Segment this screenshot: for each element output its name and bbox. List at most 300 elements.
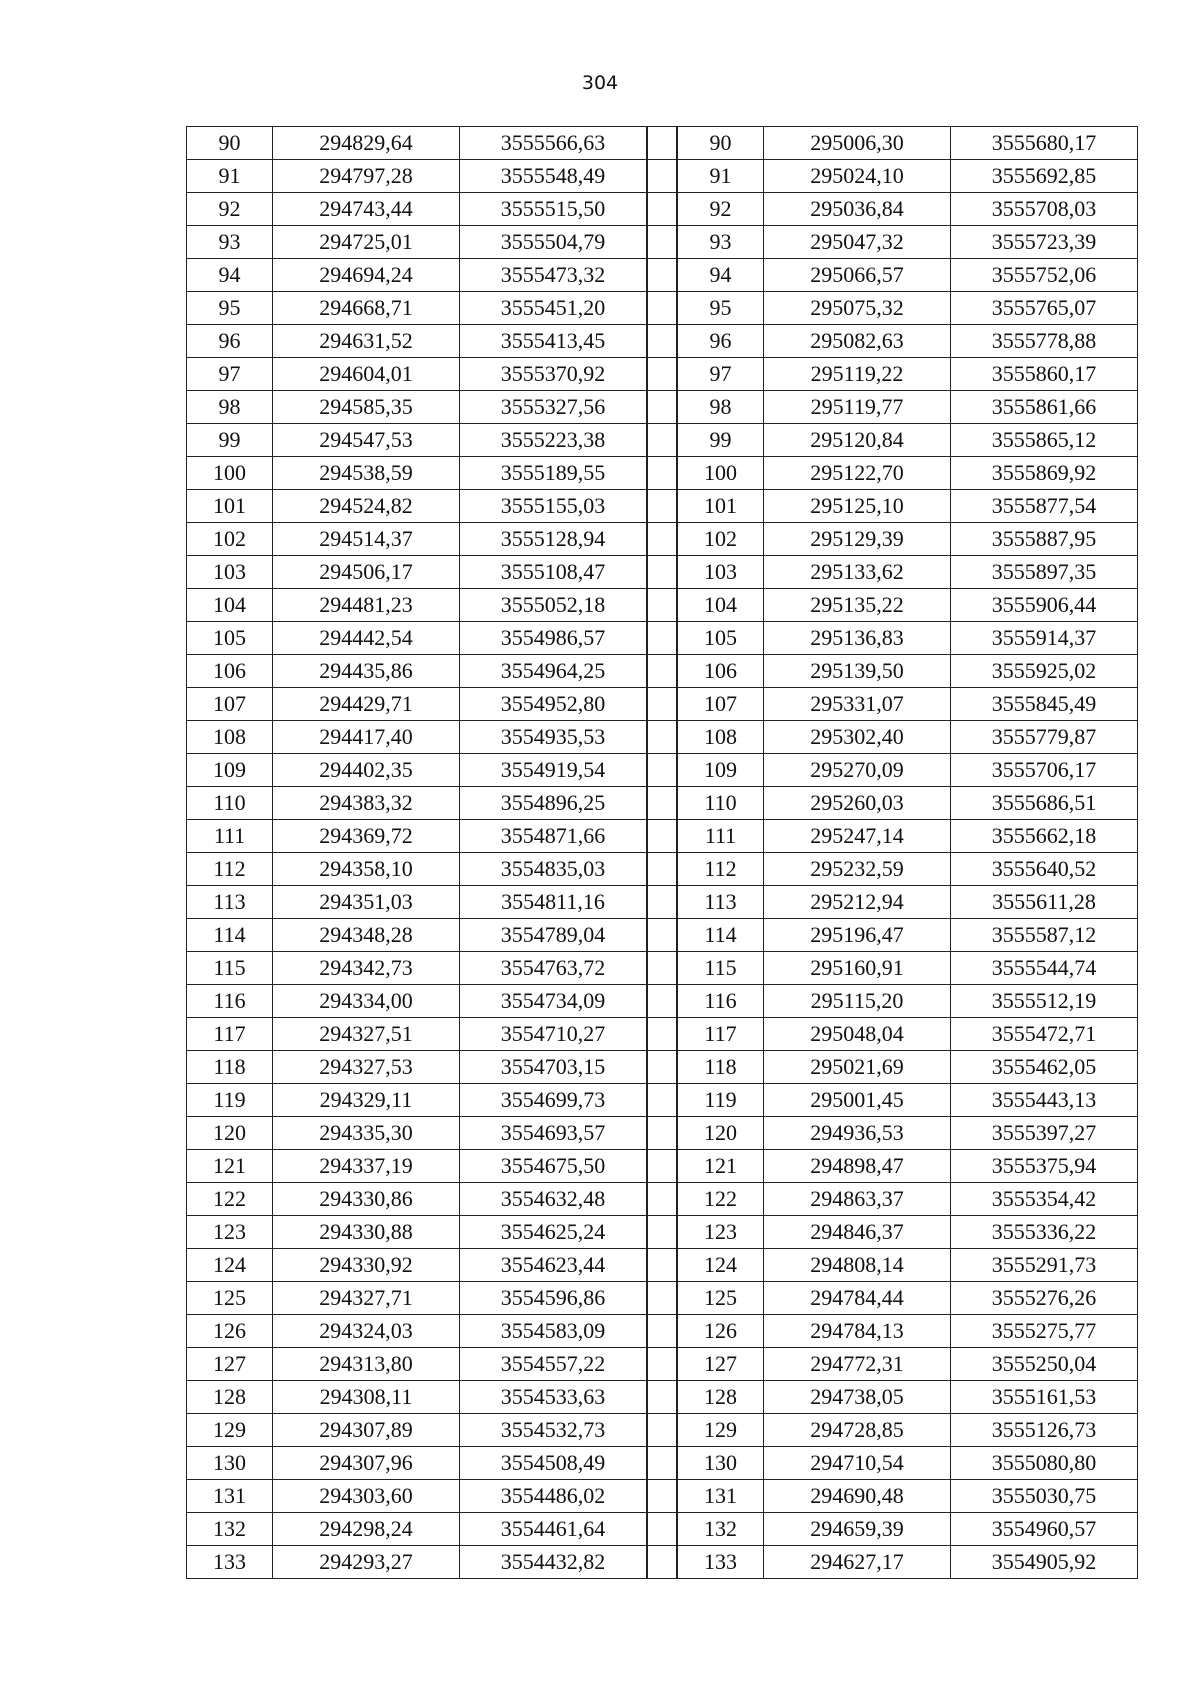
- x-coordinate: 294335,30: [273, 1117, 460, 1150]
- point-number: 129: [187, 1414, 273, 1447]
- gap-cell: [648, 853, 677, 886]
- table-row: [187, 226, 647, 259]
- x-coordinate: 295212,94: [764, 886, 951, 919]
- y-coordinate: 3555370,92: [460, 358, 647, 391]
- y-coordinate: 3555548,49: [460, 160, 647, 193]
- table-row: [678, 655, 1138, 688]
- y-coordinate: 3555680,17: [951, 127, 1138, 160]
- x-coordinate: 295331,07: [764, 688, 951, 721]
- point-number: 129: [678, 1414, 764, 1447]
- table-row: [187, 1513, 647, 1546]
- x-coordinate: 295082,63: [764, 325, 951, 358]
- y-coordinate: 3554986,57: [460, 622, 647, 655]
- table-row: [678, 1216, 1138, 1249]
- gap-cell: [648, 1051, 677, 1084]
- y-coordinate: 3554811,16: [460, 886, 647, 919]
- table-row: [187, 655, 647, 688]
- gap-row: [648, 952, 677, 985]
- table-row: [187, 886, 647, 919]
- table-row: [187, 391, 647, 424]
- gap-row: [648, 292, 677, 325]
- y-coordinate: 3555462,05: [951, 1051, 1138, 1084]
- table-row: [187, 1183, 647, 1216]
- left-table-body: [187, 127, 647, 1579]
- y-coordinate: 3555765,07: [951, 292, 1138, 325]
- y-coordinate: 3555686,51: [951, 787, 1138, 820]
- point-number: 93: [187, 226, 273, 259]
- y-coordinate: 3555640,52: [951, 853, 1138, 886]
- table-row: [678, 1315, 1138, 1348]
- x-coordinate: 294435,86: [273, 655, 460, 688]
- table-row: [678, 391, 1138, 424]
- gap-row: [648, 1546, 677, 1579]
- point-number: 95: [678, 292, 764, 325]
- x-coordinate: 294313,80: [273, 1348, 460, 1381]
- gap-cell: [648, 193, 677, 226]
- x-coordinate: 294342,73: [273, 952, 460, 985]
- gap-row: [648, 358, 677, 391]
- table-row: [187, 1414, 647, 1447]
- y-coordinate: 3555108,47: [460, 556, 647, 589]
- y-coordinate: 3554699,73: [460, 1084, 647, 1117]
- y-coordinate: 3555897,35: [951, 556, 1138, 589]
- x-coordinate: 294784,13: [764, 1315, 951, 1348]
- table-row: [187, 1018, 647, 1051]
- table-row: [187, 787, 647, 820]
- gap-row: [648, 556, 677, 589]
- y-coordinate: 3555189,55: [460, 457, 647, 490]
- x-coordinate: 294846,37: [764, 1216, 951, 1249]
- y-coordinate: 3555723,39: [951, 226, 1138, 259]
- y-coordinate: 3555708,03: [951, 193, 1138, 226]
- point-number: 108: [187, 721, 273, 754]
- point-number: 91: [187, 160, 273, 193]
- table-row: [187, 1117, 647, 1150]
- x-coordinate: 294627,17: [764, 1546, 951, 1579]
- x-coordinate: 294308,11: [273, 1381, 460, 1414]
- x-coordinate: 294797,28: [273, 160, 460, 193]
- y-coordinate: 3555327,56: [460, 391, 647, 424]
- y-coordinate: 3555865,12: [951, 424, 1138, 457]
- x-coordinate: 294442,54: [273, 622, 460, 655]
- y-coordinate: 3555779,87: [951, 721, 1138, 754]
- point-number: 105: [187, 622, 273, 655]
- point-number: 97: [187, 358, 273, 391]
- gap-row: [648, 1513, 677, 1546]
- y-coordinate: 3555566,63: [460, 127, 647, 160]
- table-row: [187, 1249, 647, 1282]
- gap-cell: [648, 1282, 677, 1315]
- y-coordinate: 3554583,09: [460, 1315, 647, 1348]
- table-row: [678, 1381, 1138, 1414]
- table-row: [678, 424, 1138, 457]
- table-row: [678, 556, 1138, 589]
- gap-cell: [648, 1117, 677, 1150]
- x-coordinate: 294293,27: [273, 1546, 460, 1579]
- table-row: [187, 424, 647, 457]
- x-coordinate: 294524,82: [273, 490, 460, 523]
- table-row: [187, 259, 647, 292]
- gap-row: [648, 1051, 677, 1084]
- gap-cell: [648, 457, 677, 490]
- x-coordinate: 294429,71: [273, 688, 460, 721]
- table-row: [187, 622, 647, 655]
- table-row: [678, 919, 1138, 952]
- point-number: 90: [187, 127, 273, 160]
- y-coordinate: 3554896,25: [460, 787, 647, 820]
- table-row: [187, 952, 647, 985]
- x-coordinate: 294668,71: [273, 292, 460, 325]
- table-row: [187, 292, 647, 325]
- table-row: [678, 1051, 1138, 1084]
- x-coordinate: 295135,22: [764, 589, 951, 622]
- point-number: 96: [187, 325, 273, 358]
- gap-row: [648, 457, 677, 490]
- table-row: [187, 1480, 647, 1513]
- table-row: [678, 1018, 1138, 1051]
- x-coordinate: 295120,84: [764, 424, 951, 457]
- gap-cell: [648, 787, 677, 820]
- point-number: 128: [187, 1381, 273, 1414]
- x-coordinate: 295006,30: [764, 127, 951, 160]
- gap-cell: [648, 985, 677, 1018]
- table-row: [678, 754, 1138, 787]
- point-number: 124: [187, 1249, 273, 1282]
- gap-row: [648, 1414, 677, 1447]
- y-coordinate: 3555375,94: [951, 1150, 1138, 1183]
- point-number: 94: [187, 259, 273, 292]
- y-coordinate: 3554532,73: [460, 1414, 647, 1447]
- y-coordinate: 3554734,09: [460, 985, 647, 1018]
- point-number: 101: [678, 490, 764, 523]
- x-coordinate: 294330,86: [273, 1183, 460, 1216]
- y-coordinate: 3554952,80: [460, 688, 647, 721]
- gap-cell: [648, 919, 677, 952]
- point-number: 96: [678, 325, 764, 358]
- gap-row: [648, 1249, 677, 1282]
- table-row: [678, 1414, 1138, 1447]
- gap-cell: [648, 952, 677, 985]
- x-coordinate: 294631,52: [273, 325, 460, 358]
- gap-row: [648, 1084, 677, 1117]
- x-coordinate: 295139,50: [764, 655, 951, 688]
- table-row: [187, 1381, 647, 1414]
- gap-row: [648, 325, 677, 358]
- x-coordinate: 294863,37: [764, 1183, 951, 1216]
- x-coordinate: 295075,32: [764, 292, 951, 325]
- gap-row: [648, 655, 677, 688]
- y-coordinate: 3554964,25: [460, 655, 647, 688]
- table-row: [187, 985, 647, 1018]
- gap-row: [648, 259, 677, 292]
- point-number: 98: [187, 391, 273, 424]
- gap-cell: [648, 1447, 677, 1480]
- point-number: 95: [187, 292, 273, 325]
- gap-cell: [648, 1018, 677, 1051]
- x-coordinate: 294585,35: [273, 391, 460, 424]
- x-coordinate: 295260,03: [764, 787, 951, 820]
- x-coordinate: 295066,57: [764, 259, 951, 292]
- y-coordinate: 3554835,03: [460, 853, 647, 886]
- x-coordinate: 294327,51: [273, 1018, 460, 1051]
- gap-row: [648, 127, 677, 160]
- point-number: 125: [187, 1282, 273, 1315]
- x-coordinate: 295036,84: [764, 193, 951, 226]
- table-row: [678, 226, 1138, 259]
- table-row: [187, 919, 647, 952]
- y-coordinate: 3555155,03: [460, 490, 647, 523]
- point-number: 104: [187, 589, 273, 622]
- table-row: [187, 721, 647, 754]
- y-coordinate: 3554789,04: [460, 919, 647, 952]
- table-row: [187, 1447, 647, 1480]
- gap-row: [648, 589, 677, 622]
- x-coordinate: 295122,70: [764, 457, 951, 490]
- point-number: 118: [187, 1051, 273, 1084]
- x-coordinate: 295129,39: [764, 523, 951, 556]
- y-coordinate: 3554960,57: [951, 1513, 1138, 1546]
- point-number: 128: [678, 1381, 764, 1414]
- x-coordinate: 294383,32: [273, 787, 460, 820]
- point-number: 133: [187, 1546, 273, 1579]
- table-row: [678, 1546, 1138, 1579]
- point-number: 116: [678, 985, 764, 1018]
- point-number: 122: [187, 1183, 273, 1216]
- x-coordinate: 295125,10: [764, 490, 951, 523]
- gap-cell: [648, 523, 677, 556]
- y-coordinate: 3555504,79: [460, 226, 647, 259]
- x-coordinate: 294829,64: [273, 127, 460, 160]
- point-number: 108: [678, 721, 764, 754]
- y-coordinate: 3555512,19: [951, 985, 1138, 1018]
- y-coordinate: 3554486,02: [460, 1480, 647, 1513]
- table-row: [187, 457, 647, 490]
- point-number: 118: [678, 1051, 764, 1084]
- table-row: [678, 1249, 1138, 1282]
- point-number: 93: [678, 226, 764, 259]
- point-number: 119: [678, 1084, 764, 1117]
- x-coordinate: 294417,40: [273, 721, 460, 754]
- x-coordinate: 295196,47: [764, 919, 951, 952]
- y-coordinate: 3555397,27: [951, 1117, 1138, 1150]
- gap-row: [648, 1282, 677, 1315]
- point-number: 110: [187, 787, 273, 820]
- x-coordinate: 294303,60: [273, 1480, 460, 1513]
- gap-cell: [648, 358, 677, 391]
- table-row: [187, 490, 647, 523]
- table-row: [187, 325, 647, 358]
- point-number: 102: [187, 523, 273, 556]
- gap-cell: [648, 1414, 677, 1447]
- y-coordinate: 3555752,06: [951, 259, 1138, 292]
- y-coordinate: 3555860,17: [951, 358, 1138, 391]
- gap-cell: [648, 622, 677, 655]
- x-coordinate: 295160,91: [764, 952, 951, 985]
- gap-row: [648, 490, 677, 523]
- x-coordinate: 294808,14: [764, 1249, 951, 1282]
- x-coordinate: 294738,05: [764, 1381, 951, 1414]
- y-coordinate: 3555906,44: [951, 589, 1138, 622]
- point-number: 98: [678, 391, 764, 424]
- point-number: 117: [678, 1018, 764, 1051]
- gap-row: [648, 688, 677, 721]
- point-number: 121: [678, 1150, 764, 1183]
- point-number: 107: [678, 688, 764, 721]
- table-row: [187, 688, 647, 721]
- y-coordinate: 3555473,32: [460, 259, 647, 292]
- y-coordinate: 3554623,44: [460, 1249, 647, 1282]
- point-number: 130: [678, 1447, 764, 1480]
- gap-cell: [648, 226, 677, 259]
- y-coordinate: 3555223,38: [460, 424, 647, 457]
- table-row: [678, 292, 1138, 325]
- y-coordinate: 3555887,95: [951, 523, 1138, 556]
- table-row: [187, 820, 647, 853]
- table-row: [678, 688, 1138, 721]
- y-coordinate: 3555276,26: [951, 1282, 1138, 1315]
- y-coordinate: 3555914,37: [951, 622, 1138, 655]
- gap-row: [648, 919, 677, 952]
- gap-cell: [648, 1183, 677, 1216]
- point-number: 92: [678, 193, 764, 226]
- y-coordinate: 3554905,92: [951, 1546, 1138, 1579]
- y-coordinate: 3554508,49: [460, 1447, 647, 1480]
- table-row: [678, 193, 1138, 226]
- x-coordinate: 295232,59: [764, 853, 951, 886]
- table-row: [678, 490, 1138, 523]
- x-coordinate: 294514,37: [273, 523, 460, 556]
- y-coordinate: 3555126,73: [951, 1414, 1138, 1447]
- y-coordinate: 3554432,82: [460, 1546, 647, 1579]
- y-coordinate: 3555925,02: [951, 655, 1138, 688]
- gap-cell: [648, 820, 677, 853]
- x-coordinate: 294330,92: [273, 1249, 460, 1282]
- gap-cell: [648, 1546, 677, 1579]
- x-coordinate: 294690,48: [764, 1480, 951, 1513]
- table-row: [187, 1150, 647, 1183]
- gap-row: [648, 853, 677, 886]
- y-coordinate: 3555515,50: [460, 193, 647, 226]
- table-row: [187, 1282, 647, 1315]
- gap-cell: [648, 160, 677, 193]
- gap-cell: [648, 1084, 677, 1117]
- x-coordinate: 295136,83: [764, 622, 951, 655]
- point-number: 125: [678, 1282, 764, 1315]
- point-number: 106: [187, 655, 273, 688]
- table-row: [678, 886, 1138, 919]
- point-number: 100: [678, 457, 764, 490]
- point-number: 124: [678, 1249, 764, 1282]
- point-number: 110: [678, 787, 764, 820]
- table-row: [678, 160, 1138, 193]
- gap-row: [648, 391, 677, 424]
- point-number: 114: [187, 919, 273, 952]
- table-row: [678, 1348, 1138, 1381]
- point-number: 113: [678, 886, 764, 919]
- x-coordinate: 294725,01: [273, 226, 460, 259]
- x-coordinate: 294772,31: [764, 1348, 951, 1381]
- point-number: 115: [187, 952, 273, 985]
- point-number: 117: [187, 1018, 273, 1051]
- point-number: 122: [678, 1183, 764, 1216]
- table-row: [187, 556, 647, 589]
- x-coordinate: 294538,59: [273, 457, 460, 490]
- x-coordinate: 294307,96: [273, 1447, 460, 1480]
- y-coordinate: 3555778,88: [951, 325, 1138, 358]
- table-row: [678, 1480, 1138, 1513]
- x-coordinate: 294358,10: [273, 853, 460, 886]
- x-coordinate: 294330,88: [273, 1216, 460, 1249]
- x-coordinate: 295302,40: [764, 721, 951, 754]
- x-coordinate: 295119,22: [764, 358, 951, 391]
- point-number: 97: [678, 358, 764, 391]
- gap-row: [648, 985, 677, 1018]
- table-row: [678, 523, 1138, 556]
- gap-cell: [648, 1249, 677, 1282]
- x-coordinate: 294327,53: [273, 1051, 460, 1084]
- x-coordinate: 294481,23: [273, 589, 460, 622]
- gap-row: [648, 1216, 677, 1249]
- gap-cell: [648, 1348, 677, 1381]
- y-coordinate: 3555706,17: [951, 754, 1138, 787]
- table-row: [678, 1447, 1138, 1480]
- table-row: [678, 853, 1138, 886]
- x-coordinate: 294369,72: [273, 820, 460, 853]
- point-number: 112: [678, 853, 764, 886]
- x-coordinate: 294710,54: [764, 1447, 951, 1480]
- point-number: 91: [678, 160, 764, 193]
- y-coordinate: 3554710,27: [460, 1018, 647, 1051]
- gap-row: [648, 424, 677, 457]
- x-coordinate: 294506,17: [273, 556, 460, 589]
- y-coordinate: 3554461,64: [460, 1513, 647, 1546]
- page-number: 304: [581, 72, 619, 94]
- point-number: 130: [187, 1447, 273, 1480]
- point-number: 131: [678, 1480, 764, 1513]
- y-coordinate: 3555869,92: [951, 457, 1138, 490]
- gap-row: [648, 1447, 677, 1480]
- gap-cell: [648, 325, 677, 358]
- y-coordinate: 3555587,12: [951, 919, 1138, 952]
- y-coordinate: 3555451,20: [460, 292, 647, 325]
- table-row: [187, 1051, 647, 1084]
- y-coordinate: 3555662,18: [951, 820, 1138, 853]
- point-number: 105: [678, 622, 764, 655]
- y-coordinate: 3555336,22: [951, 1216, 1138, 1249]
- x-coordinate: 295115,20: [764, 985, 951, 1018]
- y-coordinate: 3555877,54: [951, 490, 1138, 523]
- table-row: [678, 1513, 1138, 1546]
- point-number: 115: [678, 952, 764, 985]
- gap-cell: [648, 1480, 677, 1513]
- y-coordinate: 3554935,53: [460, 721, 647, 754]
- point-number: 99: [187, 424, 273, 457]
- x-coordinate: 294728,85: [764, 1414, 951, 1447]
- gap-cell: [648, 688, 677, 721]
- x-coordinate: 294324,03: [273, 1315, 460, 1348]
- point-number: 120: [187, 1117, 273, 1150]
- gap-row: [648, 1315, 677, 1348]
- point-number: 100: [187, 457, 273, 490]
- x-coordinate: 294298,24: [273, 1513, 460, 1546]
- point-number: 99: [678, 424, 764, 457]
- table-row: [678, 820, 1138, 853]
- y-coordinate: 3555544,74: [951, 952, 1138, 985]
- table-row: [678, 127, 1138, 160]
- table-row: [678, 1183, 1138, 1216]
- point-number: 127: [187, 1348, 273, 1381]
- y-coordinate: 3554557,22: [460, 1348, 647, 1381]
